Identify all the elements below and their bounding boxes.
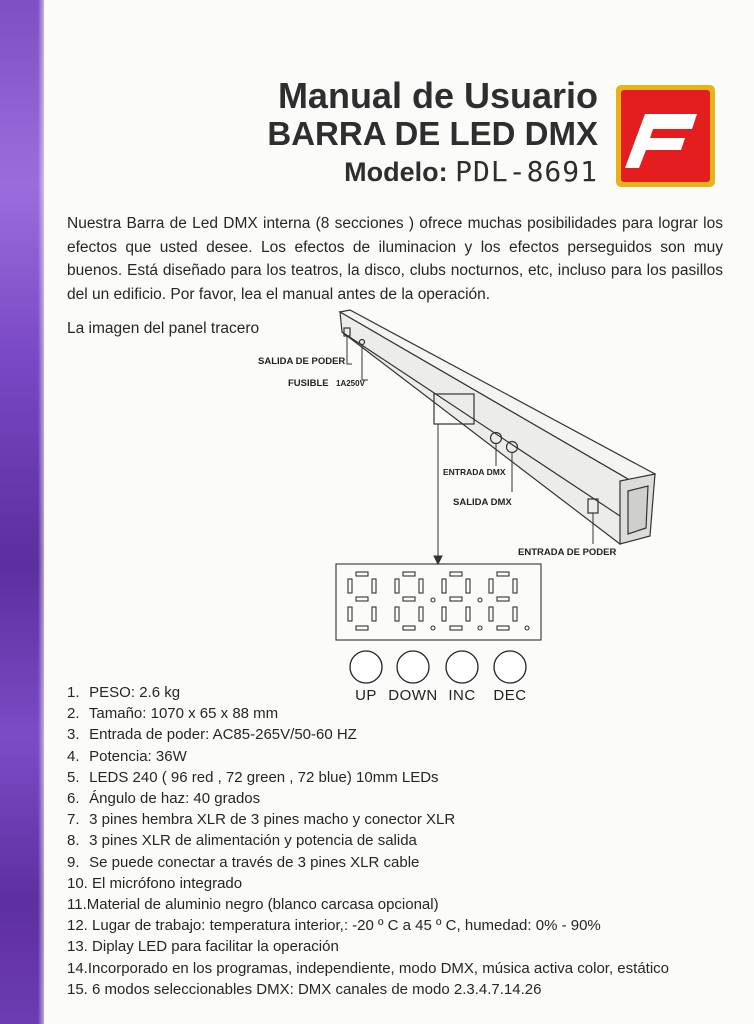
spec-item: 7. 3 pines hembra XLR de 3 pines macho y conector XLR	[67, 811, 456, 829]
brand-logo	[615, 84, 716, 188]
model-label: Modelo:	[344, 157, 448, 187]
callout-power-out: SALIDA DE PODER	[258, 356, 346, 367]
button-down	[397, 651, 429, 683]
intro-paragraph: Nuestra Barra de Led DMX interna (8 secciones ) ofrece muchas posibilidades para lograr los efectos que usted desee. Los efectos de iluminacion y los efectos perseguidos son muy buenos. Está diseñado para los teatros, la disco, clubs nocturnos, etc, incluso para los pasillos del un edificio. Por favor, lea el manual antes de la operación.	[67, 215, 723, 303]
page-edge-strip	[0, 0, 44, 1024]
spec-item: 10. El micrófono integrado	[67, 874, 243, 892]
panel-label: La imagen del panel tracero	[67, 320, 260, 337]
digit-4	[489, 572, 517, 630]
manual-title: Manual de Usuario	[277, 75, 598, 116]
model-code: PDL-8691	[455, 155, 598, 188]
callout-dmx-out: SALIDA DMX	[453, 497, 512, 508]
digit-1	[348, 572, 376, 630]
callout-power-in: ENTRADA DE PODER	[518, 547, 617, 558]
spec-item: 15. 6 modos seleccionables DMX: DMX canales de modo 2.3.4.7.14.26	[67, 980, 542, 998]
spec-item: 14.Incorporado en los programas, independiente, modo DMX, música activa color, estático	[67, 959, 669, 977]
spec-item: 8. 3 pines XLR de alimentación y potencia de salida	[67, 832, 417, 850]
spec-item: 2. Tamaño: 1070 x 65 x 88 mm	[67, 705, 279, 723]
callout-dmx-in: ENTRADA DMX	[443, 467, 506, 477]
callout-fuse-rating: 1A250V	[336, 379, 365, 388]
button-dec	[494, 651, 526, 683]
led-display	[336, 564, 541, 640]
spec-item: 9. Se puede conectar a través de 3 pines XLR cable	[67, 853, 420, 871]
callout-fuse: FUSIBLE	[288, 378, 329, 389]
rear-panel-diagram	[250, 306, 670, 706]
spec-list	[67, 682, 727, 1000]
digit-2	[395, 572, 423, 630]
spec-item: 11.Material de aluminio negro (blanco carcasa opcional)	[67, 896, 439, 914]
document-header	[267, 76, 598, 192]
button-inc	[446, 651, 478, 683]
button-up	[350, 651, 382, 683]
spec-item: 4. Potencia: 36W	[67, 747, 187, 765]
button-inc-label: INC	[448, 687, 476, 704]
button-dec-label: DEC	[493, 687, 527, 704]
spec-item: 6. Ángulo de haz: 40 grados	[67, 790, 261, 808]
spec-item: 13. Diplay LED para facilitar la operación	[67, 938, 339, 956]
button-up-label: UP	[355, 687, 377, 704]
led-bar-drawing	[340, 310, 655, 544]
spec-item: 5. LEDS 240 ( 96 red , 72 green , 72 blue) 10mm LEDs	[67, 768, 439, 786]
product-title: BARRA DE LED DMX	[267, 115, 598, 152]
spec-item: 12. Lugar de trabajo: temperatura interior,: -20 º C a 45 º C, humedad: 0% - 90%	[67, 917, 601, 935]
spec-item: 1. PESO: 2.6 kg	[67, 684, 181, 701]
button-down-label: DOWN	[388, 687, 438, 704]
digit-3	[442, 572, 470, 630]
spec-item: 3. Entrada de poder: AC85-265V/50-60 HZ	[67, 726, 357, 744]
model-line	[267, 152, 598, 192]
